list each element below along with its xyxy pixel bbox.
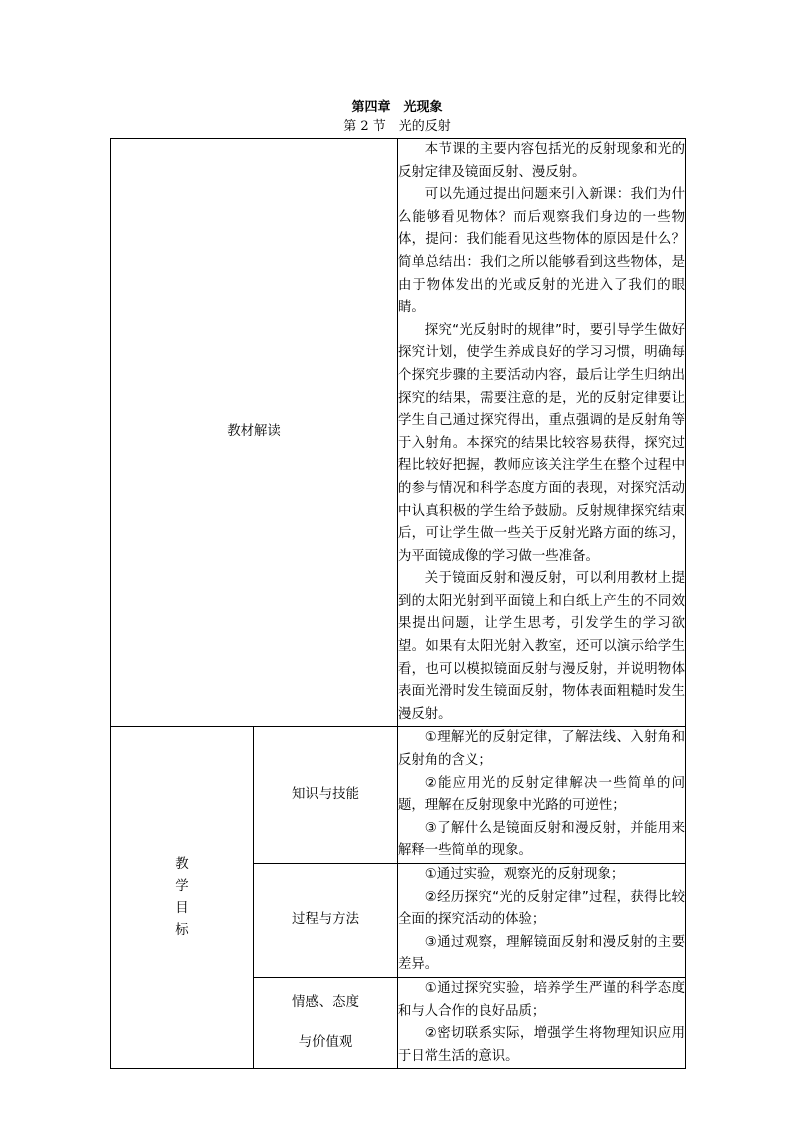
emotion-item-2: ②密切联系实际，增强学生将物理知识应用于日常生活的意识。 <box>398 1026 685 1064</box>
process-item-3: ③通过观察，理解镜面反射和漫反射的主要差异。 <box>398 934 685 973</box>
textbook-reading-label: 教材解读 <box>111 139 398 727</box>
objectives-char-4: 标 <box>175 922 189 938</box>
reading-paragraph-2: 可以先通过提出问题来引入新课：我们为什么能够看见物体？而后观察我们身边的一些物体，提问：我们能看见这些物体的原因是什么？简单总结出：我们之所以能够看到这些物体，是由于物体发出的光或反射的光进入了我们的眼睛。 <box>398 187 685 316</box>
process-item-2: ②经历探究“光的反射定律”过程，获得比较全面的探究活动的体验； <box>398 889 685 928</box>
knowledge-item-3: ③了解什么是镜面反射和漫反射，并能用来解释一些简单的现象。 <box>398 820 685 859</box>
knowledge-item-2: ②能应用光的反射定律解决一些简单的问题，理解在反射现象中光路的可逆性； <box>398 775 685 814</box>
process-methods-content <box>398 864 686 978</box>
reading-paragraph-1: 本节课的主要内容包括光的反射现象和光的反射定律及镜面反射、漫反射。 <box>398 142 685 180</box>
emotion-item-1: ①通过探究实验，培养学生严谨的科学态度和与人合作的良好品质； <box>398 980 685 1019</box>
objectives-char-1: 教 <box>175 856 189 872</box>
process-item-1: ①通过实验，观察光的反射现象； <box>424 867 625 882</box>
reading-paragraph-3: 探究“光反射时的规律”时，要引导学生做好探究计划，使学生养成良好的学习习惯，明确每个探究步骤的主要活动内容，最后让学生归纳出探究的结果，需要注意的是，光的反射定律要让学生自己通过探究得出，重点强调的是反射角等于入射角。本探究的结果比较容易获得，探究过程比较好把握，教师应该关注学生在整个过程中的参与情况和科学态度方面的表现，对探究活动中认真积极的学生给予鼓励。反射规律探究结束后，可让学生做一些关于反射光路方面的练习，为平面镜成像的学习做一些准备。 <box>398 322 685 564</box>
process-methods-label: 过程与方法 <box>254 864 398 978</box>
chapter-title: 第四章 光现象 <box>351 100 443 115</box>
emotion-values-label <box>254 977 398 1068</box>
knowledge-row <box>111 727 686 864</box>
emotion-label-line-2: 与价值观 <box>298 1035 353 1051</box>
emotion-values-content <box>398 977 686 1068</box>
lesson-plan-table <box>110 138 686 1069</box>
knowledge-skills-label: 知识与技能 <box>254 727 398 864</box>
textbook-reading-row <box>111 139 686 727</box>
emotion-label-line-1: 情感、态度 <box>292 994 359 1010</box>
reading-paragraph-4: 关于镜面反射和漫反射，可以利用教材上提到的太阳光射到平面镜上和白纸上产生的不同效果提出问题，让学生思考，引发学生的学习欲望。如果有太阳光射入教室，还可以演示给学生看，也可以模拟镜面反射与漫反射，并说明物体表面光滑时发生镜面反射，物体表面粗糙时发生漫反射。 <box>398 571 685 722</box>
objectives-char-3: 目 <box>175 900 189 916</box>
objectives-char-2: 学 <box>175 878 189 894</box>
textbook-reading-content <box>398 139 686 727</box>
knowledge-skills-content <box>398 727 686 864</box>
knowledge-item-1: ①理解光的反射定律，了解法线、入射角和反射角的含义； <box>398 730 685 769</box>
teaching-objectives-label <box>111 727 254 1069</box>
section-title: 第 2 节 光的反射 <box>343 119 451 134</box>
